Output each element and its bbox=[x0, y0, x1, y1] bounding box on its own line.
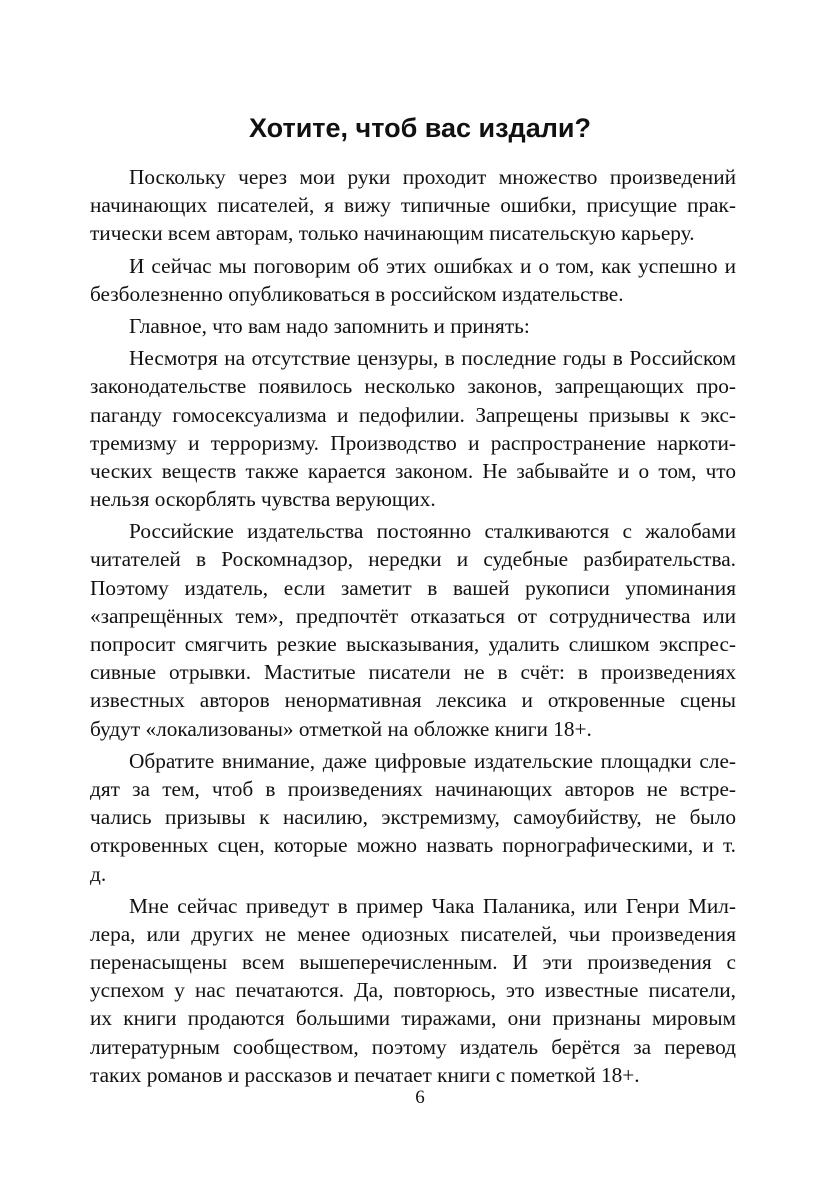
text-line: будут «локализованы» отметкой на обложке книги 18+. bbox=[90, 716, 592, 741]
paragraph bbox=[90, 892, 736, 1089]
paragraph bbox=[90, 747, 736, 888]
text-line: ческих веществ также карается законом. Не забывайте и о том, что bbox=[90, 458, 736, 483]
text-line: безболезненно опубликоваться в российском издательстве. bbox=[90, 281, 624, 306]
paragraph bbox=[90, 312, 736, 340]
text-line: нельзя оскорблять чувства верующих. bbox=[90, 487, 436, 512]
text-line: Несмотря на отсутствие цензуры, в последние годы в Российском bbox=[129, 346, 736, 371]
chapter-title: Хотите, чтоб вас издали? bbox=[249, 113, 591, 143]
text-line: паганду гомосексуализма и педофилии. Запрещены призывы к экс- bbox=[90, 402, 736, 427]
text-line: начинающих писателей, я вижу типичные ошибки, присущие прак- bbox=[90, 193, 736, 218]
text-line: Поэтому издатель, если заметит в вашей рукописи упоминания bbox=[90, 575, 736, 600]
text-line: тремизму и терроризму. Производство и распространение наркоти- bbox=[90, 430, 736, 455]
text-line: откровенных сцен, которые можно назвать порнографическими, и т. bbox=[90, 833, 736, 858]
text-line: Главное, что вам надо запомнить и принять: bbox=[129, 313, 530, 338]
text-line: попросит смягчить резкие высказывания, удалить слишком экспрес- bbox=[90, 632, 736, 656]
text-line: лера, или других не менее одиозных писателей, чьи произведения bbox=[90, 921, 736, 946]
text-line: дят за тем, чтоб в произведениях начинающих авторов не встре- bbox=[90, 776, 736, 801]
paragraph bbox=[90, 252, 736, 308]
body-text bbox=[90, 163, 736, 1093]
text-line: д. bbox=[90, 861, 107, 886]
text-line: тически всем авторам, только начинающим писательскую карьеру. bbox=[90, 221, 695, 246]
paragraph bbox=[90, 344, 736, 513]
text-line: сивные отрывки. Маститые писатели не в счёт: в произведениях bbox=[90, 660, 736, 685]
text-line: читателей в Роскомнадзор, нередки и судебные разбирательства. bbox=[90, 547, 736, 572]
text-line: чались призывы к насилию, экстремизму, самоубийству, не было bbox=[90, 805, 736, 830]
text-line: законодательстве появилось несколько законов, запрещающих про- bbox=[90, 374, 736, 399]
text-line: перенасыщены всем вышеперечисленным. И эти произведения с bbox=[90, 950, 736, 975]
text-line: И сейчас мы поговорим об этих ошибках и о том, как успешно и bbox=[129, 253, 736, 278]
text-line: их книги продаются большими тиражами, они признаны мировым bbox=[90, 1006, 736, 1031]
page-number: 6 bbox=[415, 1087, 425, 1108]
text-line: Российские издательства постоянно сталкиваются с жалобами bbox=[129, 519, 736, 544]
paragraph bbox=[90, 517, 736, 743]
text-line: Обратите внимание, даже цифровые издательские площадки сле- bbox=[129, 748, 736, 773]
text-line: литературным сообществом, поэтому издатель берётся за перевод bbox=[90, 1034, 736, 1059]
paragraph bbox=[90, 163, 736, 248]
text-line: известных авторов ненормативная лексика и откровенные сцены bbox=[90, 688, 736, 713]
text-line: Мне сейчас приведут в пример Чака Паланика, или Генри Мил- bbox=[129, 893, 736, 918]
text-line: успехом у нас печатаются. Да, повторюсь, это известные писатели, bbox=[90, 978, 736, 1003]
text-line: Поскольку через мои руки проходит множество произведений bbox=[129, 165, 736, 189]
text-line: «запрещённых тем», предпочтёт отказаться от сотрудничества или bbox=[90, 603, 736, 628]
text-line: таких романов и рассказов и печатает книги с пометкой 18+. bbox=[90, 1062, 640, 1087]
